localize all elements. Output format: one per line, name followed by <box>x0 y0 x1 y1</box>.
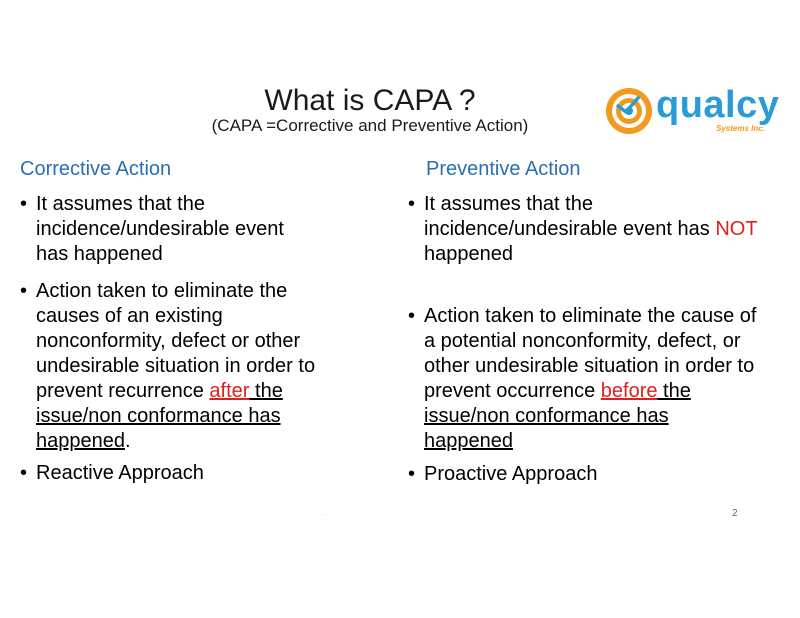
preventive-emphasis-not: NOT <box>715 218 758 240</box>
preventive-bullet-1-end: happened <box>424 243 513 265</box>
preventive-bullet-2-underlined: the issue/non conformance has happened <box>424 380 691 452</box>
qualcy-logo <box>604 84 780 138</box>
preventive-bullet-3-text: Proactive Approach <box>424 463 598 485</box>
corrective-bullet-2-underlined: the issue/non conformance has happened <box>36 380 283 452</box>
logo-subtext: Systems Inc. <box>716 124 765 133</box>
preventive-bullet-3 <box>408 462 758 487</box>
corrective-bullet-3 <box>20 461 320 486</box>
preventive-bullet-1-text: It assumes that the incidence/undesirable event has <box>424 193 716 240</box>
preventive-list <box>408 192 758 487</box>
corrective-bullet-1-text: It assumes that the incidence/undesirable event has happened <box>36 193 284 265</box>
corrective-bullet-2-end: . <box>124 430 131 452</box>
logo-wordmark: qualcy <box>656 84 780 126</box>
corrective-emphasis-after: after <box>209 380 250 402</box>
corrective-bullet-2 <box>20 279 320 454</box>
preventive-bullet-1 <box>408 192 758 267</box>
corrective-bullet-3-text: Reactive Approach <box>36 462 204 484</box>
preventive-bullet-2 <box>408 304 758 454</box>
preventive-heading: Preventive Action <box>426 158 581 180</box>
corrective-bullet-1 <box>20 192 320 267</box>
corrective-list <box>20 192 320 486</box>
corrective-bullet-2-text: Action taken to eliminate the causes of an existing nonconformity, defect or other undesirable situation in order to prevent recurrence <box>36 280 316 402</box>
preventive-emphasis-before: before <box>600 380 658 402</box>
preventive-bullet-2-text: Action taken to eliminate the cause of a potential nonconformity, defect, or other undesirable situation in order to prevent occurrence <box>424 305 757 402</box>
corrective-heading: Corrective Action <box>20 158 172 180</box>
target-clock-icon <box>604 86 654 136</box>
slide-title: What is CAPA ? <box>264 84 476 117</box>
footer-dot: . <box>322 511 324 517</box>
slide-subtitle: (CAPA =Corrective and Preventive Action) <box>211 116 529 135</box>
page-number: 2 <box>732 508 738 519</box>
